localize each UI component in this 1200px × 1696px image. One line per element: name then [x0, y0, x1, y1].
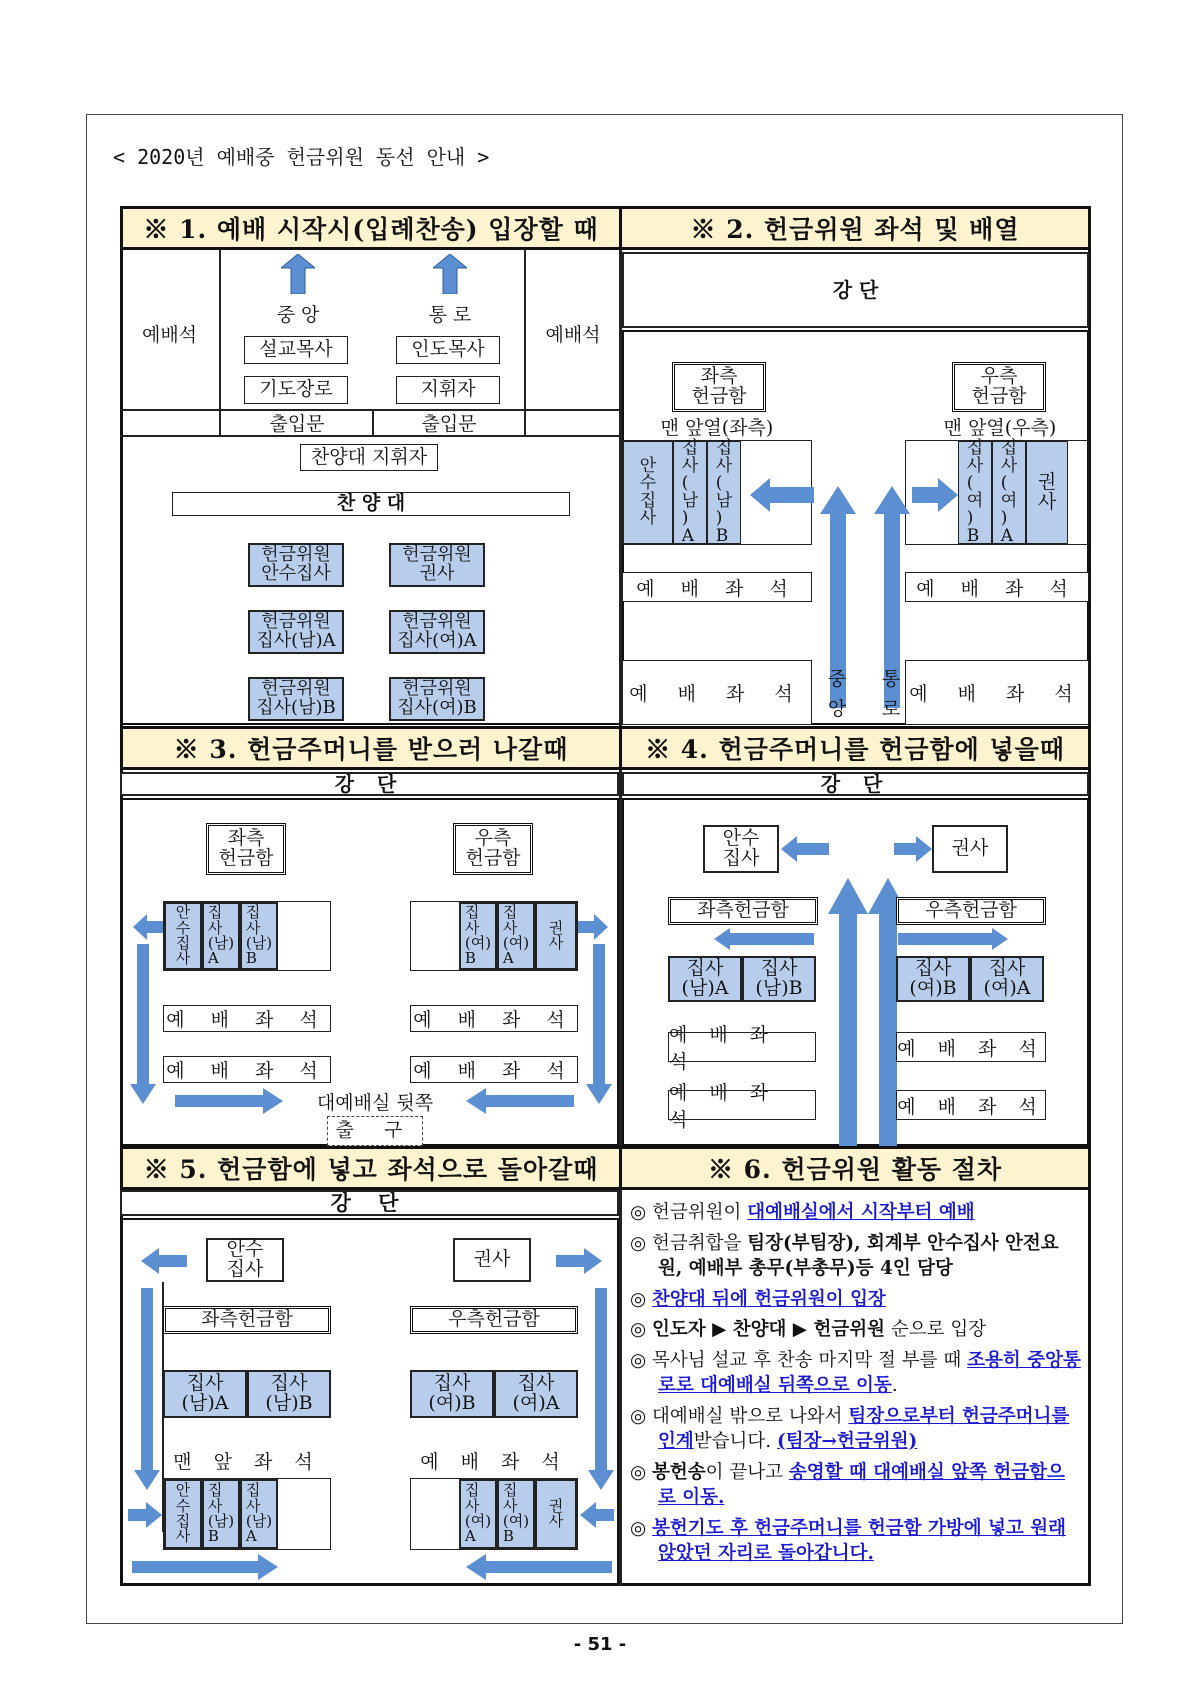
s1-prayer-box: 기도장로: [244, 376, 348, 404]
s4-right-offering-box: 우측헌금함: [896, 897, 1046, 925]
s4-left-pair-1: 집사 (남)A: [668, 956, 742, 1002]
s1-choir-box: 찬 양 대: [172, 492, 570, 516]
s5-pulpit: 강 단: [120, 1190, 619, 1216]
s3-header: ※ 3. 헌금주머니를 받으러 나갈때: [120, 726, 622, 770]
s5-right-offering-box: 우측헌금함: [410, 1306, 578, 1334]
s3-arrow-down-right: [586, 944, 612, 1104]
s1-aisle-label-left: 중 앙: [276, 303, 320, 326]
s4-right-person: 권사: [932, 825, 1008, 873]
procedure-text: 조용히 중앙통로로 대예배실 뒤쪽으로 이동: [658, 1349, 1081, 1397]
s1-aisle-wall-right: [524, 250, 526, 435]
procedure-item: [630, 1460, 1082, 1511]
procedure-text: 헌금취합을: [652, 1232, 748, 1254]
procedure-text: .: [891, 1375, 898, 1397]
s3-left-offering-box: 좌측 헌금함: [206, 823, 286, 875]
s3-right-col-2: 집 사 (여) A: [497, 902, 535, 970]
s5-right-pair-1: 집사 (여)B: [410, 1370, 494, 1418]
s3-seats-left-2: [163, 1056, 331, 1083]
s1-member-3: 헌금위원 집사(남)A: [248, 610, 344, 654]
s4-seats-right-1-label: 예 배 좌 석: [897, 1037, 1045, 1060]
s1-conductor-box: 지휘자: [396, 376, 500, 404]
s1-leader-box: 인도목사: [396, 336, 500, 364]
s4-left-person: 안수 집사: [703, 825, 779, 873]
s4-arrow-to-left-person: [781, 836, 829, 862]
s1-door-right: 출입문: [421, 413, 477, 435]
s2-seats-right-1-label: 예 배 좌 석: [916, 577, 1078, 600]
procedure-text: 대예배실에서 시작부터 예배: [747, 1202, 975, 1223]
s4-seats-left-1-label: 예 배 좌 석: [669, 1024, 777, 1073]
s3-exit: 출 구: [327, 1116, 423, 1146]
s1-aisle-wall-left: [219, 250, 221, 435]
procedure-text: 찬양대 뒤에 헌금위원이 입장: [652, 1288, 886, 1310]
s3-right-col-1: 집 사 (여) B: [459, 902, 497, 970]
procedure-item: [630, 1287, 1082, 1313]
s4-seats-left-2-label: 예 배 좌 석: [669, 1082, 777, 1131]
procedure-text: 목사님 설교 후 찬송 마지막 절 부를 때: [652, 1349, 968, 1371]
procedure-bullet: ◎: [630, 1202, 653, 1223]
s5-arrow-down-left: [134, 1288, 160, 1490]
procedure-bullet: ◎: [630, 1319, 653, 1341]
s2-left-col-1: 안 수 집 사: [623, 441, 673, 544]
s1-up-arrow-right: [433, 254, 467, 294]
s6-procedure-list: [630, 1200, 1082, 1580]
s2-aisle-label-a: 중 앙: [827, 667, 847, 720]
s1-seat-right: 예배석: [545, 323, 601, 346]
s4-right-pair-1: 집사 (여)B: [896, 956, 970, 1002]
procedure-text: 봉헌송: [652, 1461, 706, 1483]
s3-seats-left-2-label: 예 배 좌 석: [166, 1060, 328, 1082]
s3-pulpit: 강 단: [120, 772, 619, 796]
s3-arrow-out-right: [578, 914, 608, 940]
s2-left-offering-box: 좌측 헌금함: [672, 362, 766, 412]
s2-left-col-3: 집 사 ( 남 ) B: [707, 441, 741, 544]
s1-preacher-box: 설교목사: [244, 336, 348, 364]
s4-left-pair-2: 집사 (남)B: [742, 956, 816, 1002]
s3-seats-right-2: [410, 1056, 578, 1083]
s2-front-right-label: 맨 앞열(우측): [943, 416, 1057, 439]
s4-right-pair-2: 집사 (여)A: [970, 956, 1044, 1002]
s5-seats-label: 예 배 좌 석: [420, 1450, 568, 1473]
s5-left-pair-1: 집사 (남)A: [163, 1370, 247, 1418]
s4-seats-right-2: [896, 1090, 1046, 1120]
s5-right-col-3: 권 사: [535, 1479, 577, 1549]
s5-left-pair-2: 집사 (남)B: [247, 1370, 331, 1418]
s5-left-col-1: 안 수 집 사: [164, 1479, 202, 1549]
s1-up-arrow-left: [281, 254, 315, 294]
s4-left-offering-box: 좌측헌금함: [668, 897, 818, 925]
procedure-text: 팀장으로부터 헌금주머니를 인계: [658, 1405, 1070, 1453]
s3-arrow-back-right: [175, 1088, 283, 1114]
s2-left-col-2: 집 사 ( 남 ) A: [673, 441, 707, 544]
s2-left-arrow: [750, 478, 814, 512]
s2-seats-right-2-label: 예 배 좌 석: [909, 683, 1085, 705]
s1-member-2: 헌금위원 권사: [389, 543, 485, 587]
s3-left-col-2: 집 사 (남) A: [202, 902, 240, 970]
s5-arrow-in-left: [128, 1502, 162, 1528]
s3-right-offering-box: 우측 헌금함: [453, 823, 533, 875]
s2-right-col-2: 집 사 ( 여 ) A: [992, 441, 1026, 544]
s1-member-4: 헌금위원 집사(여)A: [389, 610, 485, 654]
s4-arrow-right-small: [898, 928, 1008, 950]
s5-right-col-1: 집 사 (여) A: [459, 1479, 497, 1549]
s3-right-col-3: 권 사: [535, 902, 577, 970]
s4-seats-right-1: [896, 1032, 1046, 1062]
s5-arrow-bottom-right: [132, 1554, 278, 1580]
s1-seat-left: 예배석: [141, 323, 198, 346]
s5-right-pair-2: 집사 (여)A: [494, 1370, 578, 1418]
s4-up-arrow-left: [828, 878, 868, 1146]
s2-seats-left-2: [622, 660, 812, 725]
procedure-bullet: ◎: [630, 1405, 653, 1427]
s2-aisle-label-b: 통 로: [881, 667, 901, 720]
procedure-item: [630, 1200, 1082, 1226]
s5-left-person: 안수 집사: [206, 1238, 284, 1282]
s3-arrow-down-left: [130, 944, 156, 1104]
procedure-bullet: ◎: [630, 1517, 653, 1539]
procedure-item: [630, 1516, 1082, 1567]
s5-arrow-bottom-left: [466, 1554, 612, 1580]
s4-header: ※ 4. 헌금주머니를 헌금함에 넣을때: [619, 726, 1091, 770]
procedure-text: 팀장(부팀장), 회계부 안수집사 안전요원, 예배부 총무(부총무)등 4인 담당: [658, 1232, 1059, 1280]
procedure-bullet: ◎: [630, 1232, 653, 1254]
s2-right-arrow: [912, 478, 958, 512]
s5-left-offering-box: 좌측헌금함: [163, 1306, 331, 1334]
s5-left-col-3: 집 사 (남) A: [240, 1479, 278, 1549]
s3-seats-left-1-label: 예 배 좌 석: [166, 1009, 328, 1031]
s2-right-col-3: 권 사: [1026, 441, 1068, 544]
s2-header: ※ 2. 헌금위원 좌석 및 배열: [619, 206, 1091, 250]
s1-header: ※ 1. 예배 시작시(입례찬송) 입장할 때: [120, 206, 622, 250]
procedure-item: [630, 1404, 1082, 1455]
s1-member-5: 헌금위원 집사(남)B: [248, 677, 344, 721]
s5-arrow-in-right: [580, 1502, 614, 1528]
procedure-text: (팀장→헌금위원): [777, 1431, 918, 1453]
procedure-text: 송영할 때 대예배실 앞쪽 헌금함으로 이동.: [658, 1461, 1065, 1509]
procedure-bullet: ◎: [630, 1288, 653, 1310]
procedure-text: 이 끝나고: [705, 1461, 789, 1483]
procedure-bullet: ◎: [630, 1349, 653, 1371]
procedure-item: [630, 1231, 1082, 1282]
s3-seats-left-1: [163, 1005, 331, 1032]
procedure-text: 순으로 입장: [884, 1319, 987, 1341]
s5-right-person: 권사: [453, 1238, 531, 1282]
s2-seats-right-1: [905, 572, 1089, 602]
s2-seats-right-2: [905, 660, 1089, 725]
s1-aisle-label-right: 통 로: [428, 303, 472, 326]
procedure-text: 헌금위원이: [652, 1202, 748, 1223]
s1-choir-conductor-box: 찬양대 지휘자: [300, 444, 438, 471]
s2-seats-left-1-label: 예 배 좌 석: [636, 577, 798, 600]
s4-arrow-left-small: [714, 928, 814, 950]
procedure-text: 인도자 ▶ 찬양대 ▶ 헌금위원: [652, 1319, 885, 1341]
s4-seats-left-2: [668, 1082, 816, 1131]
s3-arrow-out-left: [133, 914, 163, 940]
s5-left-col-2: 집 사 (남) B: [202, 1479, 240, 1549]
s1-door-left: 출입문: [269, 413, 325, 435]
s3-seats-right-1-label: 예 배 좌 석: [413, 1009, 575, 1031]
s3-seats-right-1: [410, 1005, 578, 1032]
s5-arrow-out-left: [141, 1248, 187, 1274]
procedure-text: 받습니다.: [693, 1431, 777, 1453]
s2-right-offering-box: 우측 헌금함: [952, 362, 1046, 412]
s2-seats-left-1: [622, 572, 812, 602]
s4-pulpit: 강 단: [622, 772, 1089, 796]
procedure-text: 봉헌기도 후 헌금주머니를 헌금함 가방에 넣고 원래 앉았던 자리로 돌아갑니다.: [652, 1517, 1066, 1565]
s3-seats-right-2-label: 예 배 좌 석: [413, 1060, 575, 1082]
s2-seats-left-2-label: 예 배 좌 석: [629, 683, 805, 705]
s1-member-1: 헌금위원 안수집사: [248, 543, 344, 587]
page-number: - 51 -: [573, 1633, 627, 1655]
procedure-item: [630, 1348, 1082, 1399]
s5-arrow-down-right: [588, 1288, 614, 1490]
s4-arrow-to-right-person: [894, 836, 932, 862]
s1-member-6: 헌금위원 집사(여)B: [389, 677, 485, 721]
procedure-text: 대예배실 밖으로 나와서: [652, 1405, 849, 1427]
s3-back-label: 대예배실 뒷쪽: [316, 1091, 434, 1114]
s3-arrow-back-left: [466, 1088, 574, 1114]
s5-right-col-2: 집 사 (여) B: [497, 1479, 535, 1549]
s5-front-seats-label: 맨 앞 좌 석: [173, 1450, 321, 1473]
s5-header: ※ 5. 헌금함에 넣고 좌석으로 돌아갈때: [120, 1146, 622, 1190]
s1-door-line-bottom: [120, 435, 620, 437]
document-title: < 2020년 예배중 헌금위원 동선 안내 >: [113, 144, 490, 169]
s5-arrow-out-right: [556, 1248, 602, 1274]
s4-seats-right-2-label: 예 배 좌 석: [897, 1095, 1045, 1118]
s6-header: ※ 6. 헌금위원 활동 절차: [619, 1146, 1091, 1190]
s2-front-left-label: 맨 앞열(좌측): [660, 416, 774, 439]
s2-right-col-1: 집 사 ( 여 ) B: [958, 441, 992, 544]
s4-seats-left-1: [668, 1024, 816, 1073]
procedure-bullet: ◎: [630, 1461, 653, 1483]
procedure-item: [630, 1317, 1082, 1343]
s3-left-col-1: 안 수 집 사: [164, 902, 202, 970]
s3-left-col-3: 집 사 (남) B: [240, 902, 278, 970]
s2-pulpit: 강 단: [622, 252, 1089, 328]
